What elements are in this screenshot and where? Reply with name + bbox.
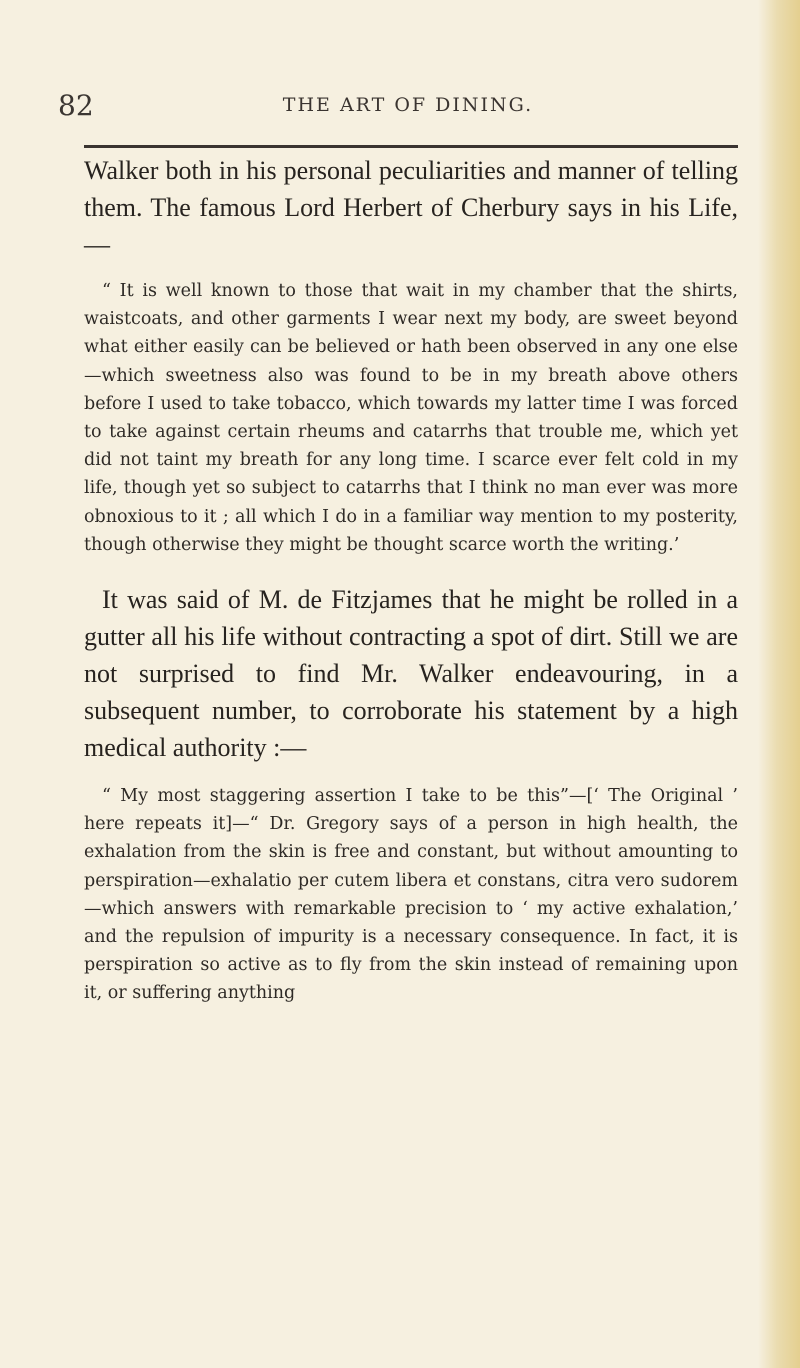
- paragraph-fitzjames-text: It was said of M. de Fitzjames that he might be rolled in a gutter all his life without contracting a spot of dirt. Still we are not surprised to find Mr. Walker endeavouring, in a subsequent number, to corroborate his statement by a high medical authority :—: [84, 585, 738, 763]
- paragraph-fitzjames: [84, 581, 738, 766]
- quotation-herbert: [84, 277, 738, 559]
- page-number: 82: [58, 89, 94, 122]
- page-header: [58, 88, 738, 128]
- page-body: [84, 148, 738, 1008]
- quotation-herbert-text: “ It is well known to those that wait in my chamber that the shirts, waistcoats, and other garments I wear next my body, are sweet beyond what either easily can be believed or hath been observed in any one else—which sweetness also was found to be in my breath above others before I used to take tobacco, which towards my latter time I was forced to take against certain rheums and catarrhs that trouble me, which yet did not taint my breath for any long time. I scarce ever felt cold in my life, though yet so subject to catarrhs that I think no man ever was more obnoxious to it ; all which I do in a familiar way mention to my posterity, though otherwise they might be thought scarce worth the writing.’: [84, 281, 738, 555]
- quotation-gregory: [84, 782, 738, 1008]
- quotation-gregory-text: “ My most staggering assertion I take to be this”—[‘ The Original ’ here repeats it]—“ Dr. Gregory says of a person in high health, the exhalation from the skin is free and constant, but without amounting to perspiration—exhalatio per cutem libera et constans, citra vero sudorem—which answers with remarkable precision to ‘ my active exhalation,’ and the repulsion of impurity is a necessary consequence. In fact, it is perspiration so active as to fly from the skin instead of remaining upon it, or suffering anything: [84, 786, 738, 1004]
- paragraph-intro: Walker both in his personal peculiarities and manner of telling them. The famous Lord Herbert of Cherbury says in his Life,—: [84, 156, 738, 259]
- page-edge-shadow: [758, 0, 800, 1368]
- running-title: THE ART OF DINING.: [282, 94, 534, 116]
